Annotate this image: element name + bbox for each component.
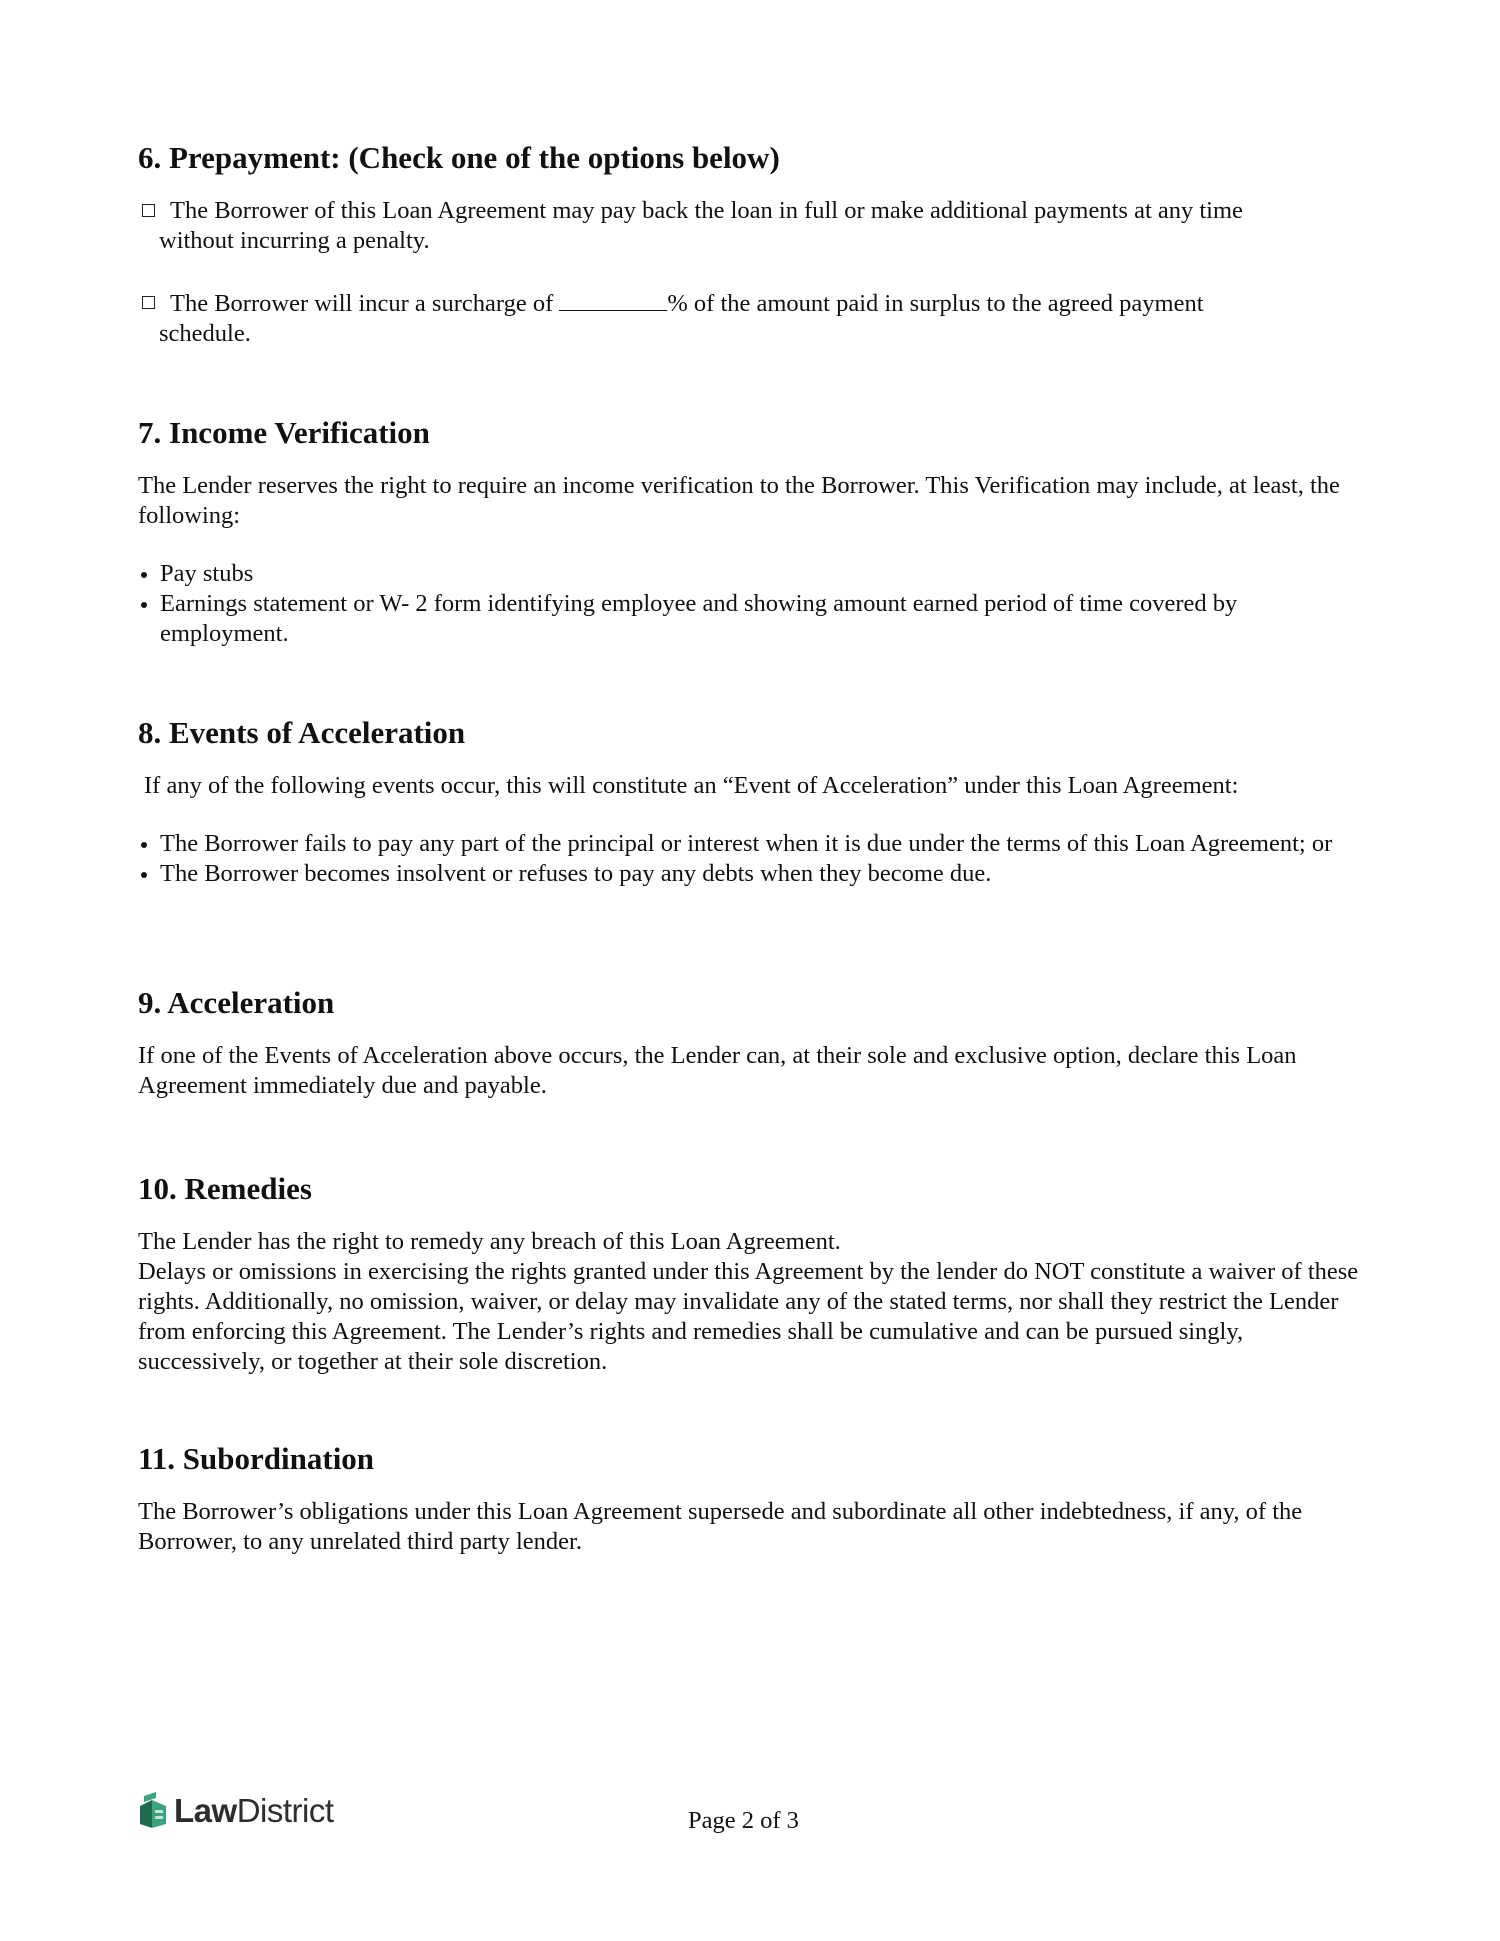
bullet-icon <box>141 572 147 578</box>
prepayment-option-1 <box>138 196 1368 256</box>
list-item: Earnings statement or W- 2 form identifying employee and showing amount earned period of time covered by employment. <box>138 589 1368 649</box>
option-text-line: The Borrower will incur a surcharge of <box>170 290 560 317</box>
checkbox-icon[interactable] <box>142 204 155 217</box>
logo-wordmark: LawDistrict <box>174 1792 334 1829</box>
section-paragraph: If one of the Events of Acceleration above occurs, the Lender can, at their sole and exclusive option, declare this Loan Agreement immediately due and payable. <box>138 1042 1297 1099</box>
section-prepayment <box>138 140 1368 349</box>
list-item: Pay stubs <box>138 559 1368 589</box>
section-paragraph: If any of the following events occur, this will constitute an “Event of Acceleration” under this Loan Agreement: <box>144 772 1239 799</box>
option-text-line: The Borrower of this Loan Agreement may pay back the loan in full or make additional payments at any time <box>170 197 1243 224</box>
list-item: The Borrower fails to pay any part of the principal or interest when it is due under the terms of this Loan Agreement; or <box>138 829 1368 859</box>
lawdistrict-logo <box>138 1790 334 1832</box>
section-events-of-acceleration <box>138 715 1368 889</box>
option-text-line: schedule. <box>159 320 251 347</box>
section-paragraph: The Lender reserves the right to require an income verification to the Borrower. This Verification may include, at least, the following: <box>138 472 1340 529</box>
lawdistrict-logo-icon <box>138 1792 168 1830</box>
bullet-list <box>138 559 1368 649</box>
section-heading: 11. Subordination <box>138 1441 375 1476</box>
page-number: Page 2 of 3 <box>688 1807 799 1834</box>
section-heading: 8. Events of Acceleration <box>138 715 466 750</box>
section-heading: 6. Prepayment: (Check one of the options below) <box>138 140 780 175</box>
option-text-line: % of the amount paid in surplus to the agreed payment <box>667 290 1204 317</box>
bullet-list <box>138 829 1368 889</box>
section-paragraph: The Lender has the right to remedy any breach of this Loan Agreement. <box>138 1228 841 1255</box>
bullet-icon <box>141 842 147 848</box>
document-page <box>138 0 1368 1941</box>
section-heading: 7. Income Verification <box>138 415 430 450</box>
checkbox-icon[interactable] <box>142 296 155 309</box>
list-item: The Borrower becomes insolvent or refuses to pay any debts when they become due. <box>138 859 1368 889</box>
bullet-icon <box>141 872 147 878</box>
section-paragraph: The Borrower’s obligations under this Loan Agreement supersede and subordinate all other indebtedness, if any, of the Borrower, to any unrelated third party lender. <box>138 1498 1303 1555</box>
prepayment-option-2 <box>138 288 1368 349</box>
section-heading: 9. Acceleration <box>138 985 335 1020</box>
surcharge-percent-blank[interactable] <box>559 288 667 311</box>
section-acceleration <box>138 985 1368 1101</box>
section-paragraph: Delays or omissions in exercising the rights granted under this Agreement by the lender do NOT constitute a waiver of these rights. Additionally, no omission, waiver, or delay may invalidate any of the stated terms, nor shall they restrict the Lender from enforcing this Agreement. The Lender’s rights and remedies shall be cumulative and can be pursued singly, successively, or together at their sole discretion. <box>138 1258 1359 1375</box>
section-heading: 10. Remedies <box>138 1171 312 1206</box>
option-text-line: without incurring a penalty. <box>159 227 430 254</box>
bullet-icon <box>141 602 147 608</box>
section-subordination <box>138 1441 1368 1557</box>
section-remedies <box>138 1171 1368 1377</box>
section-income-verification <box>138 415 1368 649</box>
